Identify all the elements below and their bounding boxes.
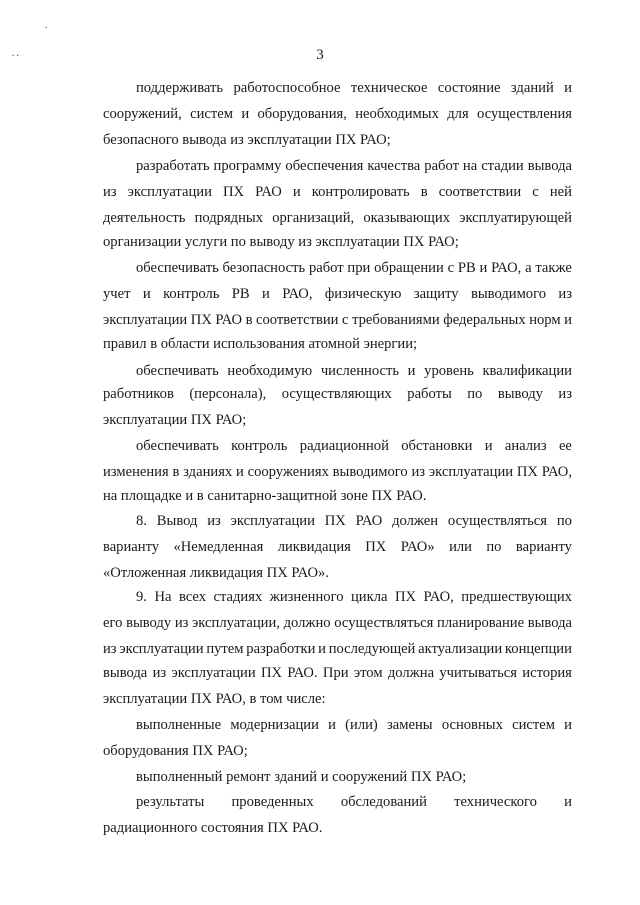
text-line: обеспечивать необходимую численность и уровень квалификации: [136, 363, 572, 379]
text-line: работников (персонала), осуществляющих работы по выводу из: [103, 386, 572, 402]
text-line: эксплуатации ПХ РАО, в том числе:: [103, 691, 326, 707]
text-line: организации услуги по выводу из эксплуатации ПХ РАО;: [103, 234, 459, 250]
text-line: его выводу из эксплуатации, должно осуществляться планирование вывода: [103, 615, 572, 631]
text-line: радиационного состояния ПХ РАО.: [103, 820, 323, 836]
scan-speck-left: ˙˙: [11, 51, 20, 66]
text-line: «Отложенная ликвидация ПХ РАО».: [103, 565, 329, 581]
scan-speck-top: ˙: [44, 23, 49, 38]
text-line: результаты проведенных обследований технического и: [136, 794, 572, 810]
text-line: из эксплуатации ПХ РАО и контролировать в соответствии с ней: [103, 184, 572, 200]
text-line: выполненный ремонт зданий и сооружений ПХ РАО;: [136, 769, 467, 785]
text-line: деятельность подрядных организаций, оказывающих эксплуатирующей: [103, 210, 572, 226]
text-line: эксплуатации ПХ РАО в соответствии с требованиями федеральных норм и: [103, 312, 572, 328]
text-line: на площадке и в санитарно-защитной зоне ПХ РАО.: [103, 488, 427, 504]
text-line: варианту «Немедленная ликвидация ПХ РАО» или по варианту: [103, 539, 572, 555]
text-line: изменения в зданиях и сооружениях выводимого из эксплуатации ПХ РАО,: [103, 464, 572, 480]
text-line: 8. Вывод из эксплуатации ПХ РАО должен осуществляться по: [136, 513, 572, 529]
text-line: 9. На всех стадиях жизненного цикла ПХ РАО, предшествующих: [136, 589, 572, 605]
page-number: 3: [316, 47, 324, 63]
text-line: поддерживать работоспособное техническое состояние зданий и: [136, 80, 572, 96]
text-line: выполненные модернизации и (или) замены основных систем и: [136, 717, 572, 733]
text-line: учет и контроль РВ и РАО, физическую защиту выводимого из: [103, 286, 572, 302]
text-line: разработать программу обеспечения качества работ на стадии вывода: [136, 158, 572, 174]
text-line: оборудования ПХ РАО;: [103, 743, 248, 759]
text-line: сооружений, систем и оборудования, необходимых для осуществления: [103, 106, 572, 122]
text-line: вывода из эксплуатации ПХ РАО. При этом должна учитываться история: [103, 665, 572, 681]
text-line: из эксплуатации путем разработки и последующей актуализации концепции: [103, 641, 572, 657]
text-line: обеспечивать безопасность работ при обращении с РВ и РАО, а также: [136, 260, 572, 276]
text-line: эксплуатации ПХ РАО;: [103, 412, 247, 428]
text-line: обеспечивать контроль радиационной обстановки и анализ ее: [136, 438, 572, 454]
text-line: правил в области использования атомной энергии;: [103, 336, 418, 352]
text-line: безопасного вывода из эксплуатации ПХ РАО;: [103, 132, 391, 148]
